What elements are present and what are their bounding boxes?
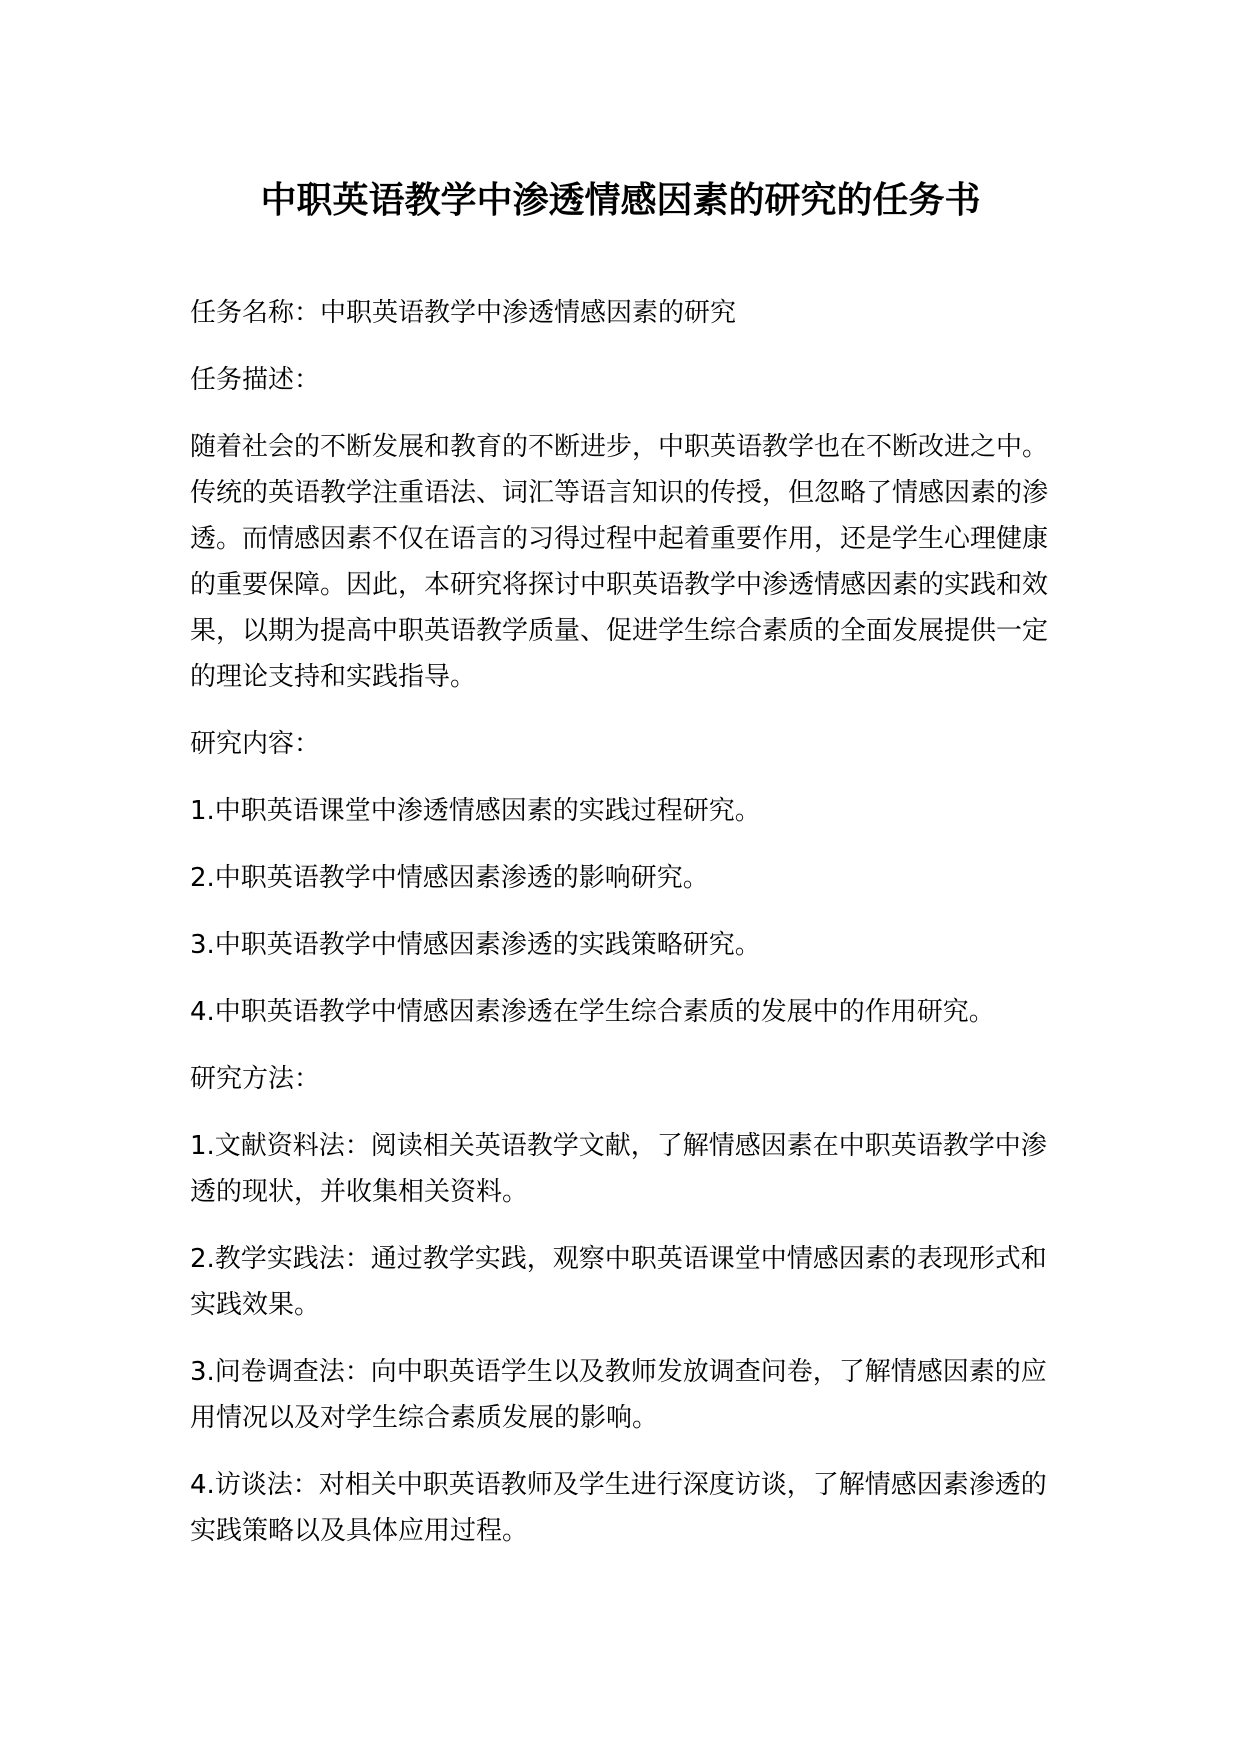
research-method-item: 4.访谈法：对相关中职英语教师及学生进行深度访谈，了解情感因素渗透的实践策略以及具体应用过程。 xyxy=(190,1470,1047,1546)
research-content-item: 4.中职英语教学中情感因素渗透在学生综合素质的发展中的作用研究。 xyxy=(190,997,995,1027)
task-description-label: 任务描述： xyxy=(190,365,321,395)
research-method-item: 2.教学实践法：通过教学实践，观察中职英语课堂中情感因素的表现形式和实践效果。 xyxy=(190,1244,1047,1320)
document-title: 中职英语教学中渗透情感因素的研究的任务书 xyxy=(260,180,981,221)
research-method-item: 3.问卷调查法：向中职英语学生以及教师发放调查问卷，了解情感因素的应用情况以及对学生综合素质发展的影响。 xyxy=(190,1357,1047,1433)
research-method-label: 研究方法： xyxy=(190,1064,321,1094)
document-body xyxy=(190,290,1060,1575)
task-description: 随着社会的不断发展和教育的不断进步，中职英语教学也在不断改进之中。传统的英语教学注重语法、词汇等语言知识的传授，但忽略了情感因素的渗透。而情感因素不仅在语言的习得过程中起着重要作用，还是学生心理健康的重要保障。因此，本研究将探讨中职英语教学中渗透情感因素的实践和效果，以期为提高中职英语教学质量、促进学生综合素质的全面发展提供一定的理论支持和实践指导。 xyxy=(190,432,1049,692)
research-content-item: 2.中职英语教学中情感因素渗透的影响研究。 xyxy=(190,863,709,893)
research-content-item: 1.中职英语课堂中渗透情感因素的实践过程研究。 xyxy=(190,796,761,826)
research-method-item: 1.文献资料法：阅读相关英语教学文献，了解情感因素在中职英语教学中渗透的现状，并收集相关资料。 xyxy=(190,1131,1047,1207)
research-content-label: 研究内容： xyxy=(190,729,321,759)
research-content-item: 3.中职英语教学中情感因素渗透的实践策略研究。 xyxy=(190,930,761,960)
task-name: 任务名称：中职英语教学中渗透情感因素的研究 xyxy=(190,298,737,328)
